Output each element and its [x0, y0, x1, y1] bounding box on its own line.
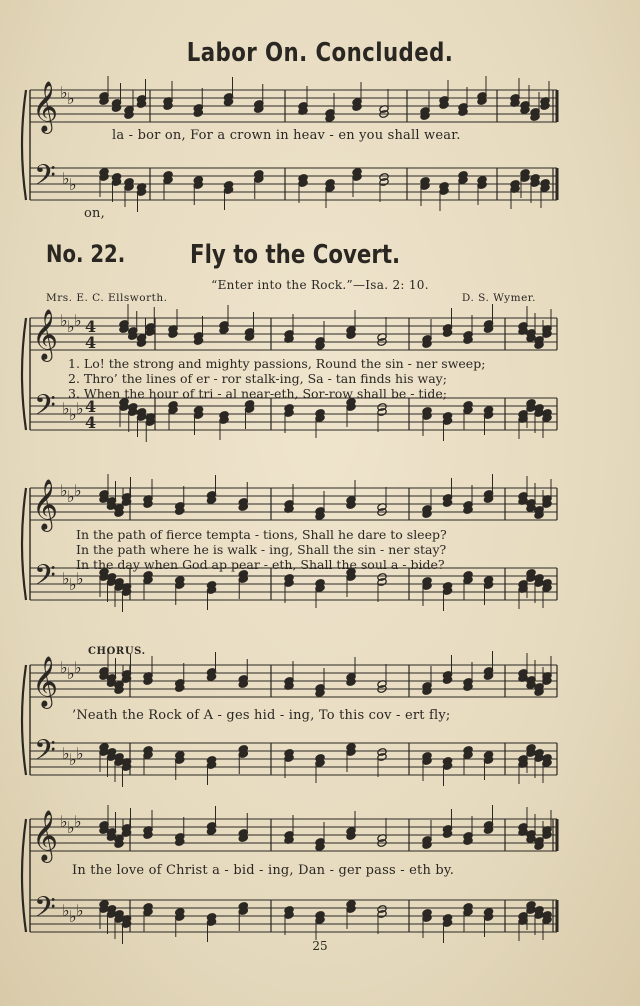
- flat-sign-icon: ♭: [62, 744, 70, 763]
- verse-line: 2. Thro’ the lines of er - ror stalk-ing, Sa - tan finds his way;: [68, 371, 447, 386]
- flat-sign-icon: ♭: [67, 487, 75, 506]
- flat-sign-icon: ♭: [67, 317, 75, 336]
- page-number: 25: [312, 939, 328, 953]
- lyric-line: on,: [84, 206, 105, 221]
- treble-clef-icon: 𝄞: [32, 309, 59, 360]
- page-title: Labor On. Concluded.: [186, 38, 454, 68]
- flat-sign-icon: ♭: [69, 750, 77, 769]
- treble-clef-icon: 𝄞: [32, 656, 59, 707]
- flat-sign-icon: ♭: [62, 901, 70, 920]
- flat-sign-icon: ♭: [62, 569, 70, 588]
- bass-clef-icon: 𝄢: [34, 891, 56, 931]
- time-signature: 4: [85, 413, 97, 432]
- flat-sign-icon: ♭: [76, 399, 84, 418]
- flat-sign-icon: ♭: [69, 907, 77, 926]
- flat-sign-icon: ♭: [62, 399, 70, 418]
- flat-sign-icon: ♭: [76, 744, 84, 763]
- time-signature: 4: [85, 317, 97, 336]
- flat-sign-icon: ♭: [69, 575, 77, 594]
- verse-line: 3. When the hour of tri - al near-eth, Sor-row shall be - tide;: [68, 386, 448, 401]
- hymn-title: Fly to the Covert.: [190, 240, 401, 270]
- brace-icon: [22, 318, 26, 430]
- treble-clef-icon: 𝄞: [32, 479, 59, 530]
- verse-line: In the path where he is walk - ing, Shall the sin - ner stay?: [76, 542, 447, 557]
- flat-sign-icon: ♭: [60, 83, 68, 102]
- flat-sign-icon: ♭: [74, 481, 82, 500]
- verse-line: In the path of fierce tempta - tions, Shall he dare to sleep?: [76, 527, 447, 542]
- flat-sign-icon: ♭: [62, 169, 70, 188]
- bass-clef-icon: 𝄢: [34, 389, 56, 429]
- chorus-label: CHORUS.: [88, 646, 146, 657]
- flat-sign-icon: ♭: [67, 818, 75, 837]
- bass-clef-icon: 𝄢: [34, 559, 56, 599]
- flat-sign-icon: ♭: [67, 89, 75, 108]
- brace-icon: [22, 819, 26, 932]
- verse-line: In the day when God ap pear - eth, Shall the soul a - bide?: [76, 557, 445, 572]
- lyric-line: la - bor on, For a crown in heav - en you shall wear.: [112, 128, 461, 143]
- composer-credit: D. S. Wymer.: [461, 292, 536, 304]
- flat-sign-icon: ♭: [74, 311, 82, 330]
- flat-sign-icon: ♭: [69, 175, 77, 194]
- treble-clef-icon: 𝄞: [32, 81, 59, 132]
- flat-sign-icon: ♭: [76, 569, 84, 588]
- lyric-line: ’Neath the Rock of A - ges hid - ing, To this cov - ert fly;: [72, 708, 451, 723]
- brace-icon: [22, 90, 26, 200]
- flat-sign-icon: ♭: [60, 311, 68, 330]
- flat-sign-icon: ♭: [60, 481, 68, 500]
- flat-sign-icon: ♭: [60, 658, 68, 677]
- treble-clef-icon: 𝄞: [32, 810, 59, 861]
- lyric-line: In the love of Christ a - bid - ing, Dan - ger pass - eth by.: [72, 863, 455, 878]
- flat-sign-icon: ♭: [60, 812, 68, 831]
- time-signature: 4: [85, 333, 97, 352]
- bass-clef-icon: 𝄢: [34, 159, 56, 199]
- flat-sign-icon: ♭: [67, 664, 75, 683]
- bass-clef-icon: 𝄢: [34, 734, 56, 774]
- scripture-reference: “Enter into the Rock.”—Isa. 2: 10.: [211, 278, 429, 292]
- flat-sign-icon: ♭: [69, 405, 77, 424]
- stanza-block: [76, 527, 447, 572]
- time-signature: 4: [85, 397, 97, 416]
- lyricist-credit: Mrs. E. C. Ellsworth.: [46, 292, 168, 304]
- brace-icon: [22, 665, 26, 775]
- verse-line: 1. Lo! the strong and mighty passions, Round the sin - ner sweep;: [68, 356, 486, 371]
- flat-sign-icon: ♭: [74, 812, 82, 831]
- flat-sign-icon: ♭: [76, 901, 84, 920]
- hymn-number: No. 22.: [46, 240, 126, 268]
- flat-sign-icon: ♭: [74, 658, 82, 677]
- brace-icon: [22, 488, 26, 600]
- stanza-block: [68, 356, 485, 401]
